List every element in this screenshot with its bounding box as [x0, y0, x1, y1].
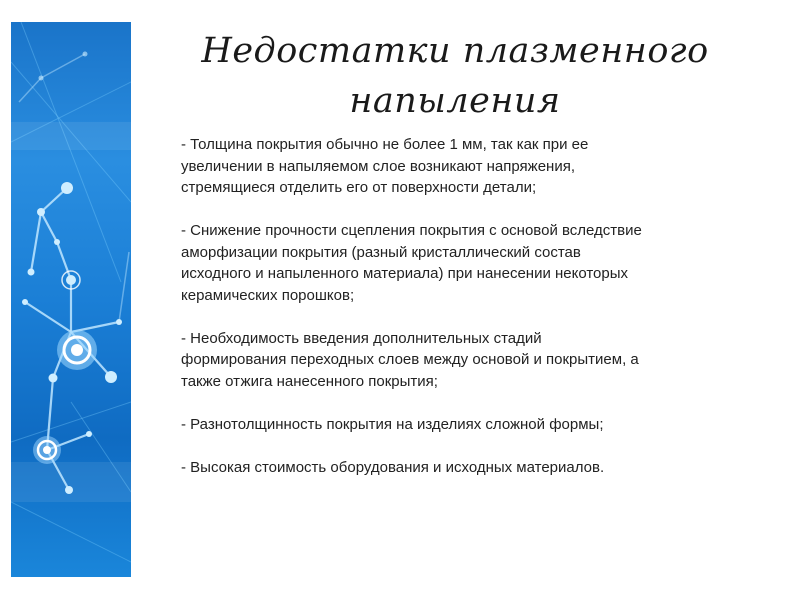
slide-title [170, 26, 740, 126]
decorative-banner [11, 22, 131, 577]
title-line-1: Недостатки плазменного [201, 31, 709, 71]
bullet-list [181, 134, 741, 478]
list-item: - Необходимость введения дополнительных стадий формирования переходных слоев между основой и покрытием, а также отжига нанесенного покрытия; [181, 329, 639, 390]
list-item: - Высокая стоимость оборудования и исходных материалов. [181, 458, 605, 476]
title-line-2: напыления [349, 81, 561, 121]
list-item: - Разнотолщинность покрытия на изделиях сложной формы; [181, 415, 604, 433]
molecule-network-icon [11, 22, 131, 577]
list-item: - Снижение прочности сцепления покрытия с основой вследствие аморфизации покрытия (разный кристаллический состав исходного и напыленного материала) при нанесении некоторых керамических порошков; [181, 222, 642, 304]
list-item: - Толщина покрытия обычно не более 1 мм, так как при ее увеличении в напыляемом слое возникают напряжения, стремящиеся отделить его от поверхности детали; [181, 136, 589, 196]
